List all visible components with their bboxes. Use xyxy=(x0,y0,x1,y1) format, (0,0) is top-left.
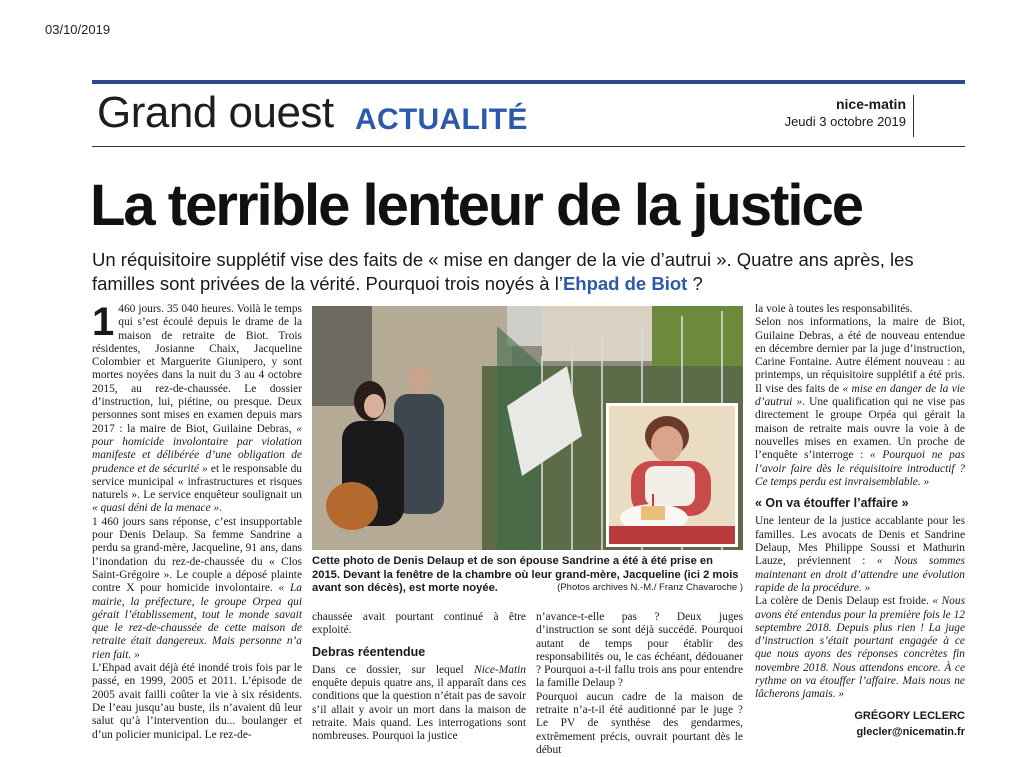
text: . Une qualification qui ne vise pas directement le groupe Orpéa qui gérait la maison de retraite mais ouvre la voie à de nouvelles mises en examen. Un proche de l’enquête s’interroge : xyxy=(755,396,965,462)
quote: « Nous avons été entendus pour la première fois le 12 septembre 2018. Depuis plus rien ! La juge d’instruction s’était pourtant engagée à ce que nous ayons des réponses concrètes fin novembre 2018. Nous attendons encore. À ce rythme on va étouffer l’affaire. Mais nous ne lâcherons jamais. » xyxy=(755,595,966,701)
headline: La terrible lenteur de la justice xyxy=(90,173,863,238)
text: 460 jours. 35 040 heures. Voilà le temps qui s’est écoulé depuis le drame de la maison de retraite de Biot. Trois résidentes, Josianne Chaix, Jacqueline Colombier et Marguerite Giunipero, y sont mortes noyées dans la nuit du 3 au 4 octobre 2015, au rez-de-chaussée. Le dossier d’instruction, lui, piétine, ou presque. Deux personnes sont mises en examen depuis mars 2017 : la maire de Biot, Guilaine Debras, xyxy=(92,303,302,435)
section-title: Grand ouest xyxy=(97,88,334,137)
publication-date: Jeudi 3 octobre 2019 xyxy=(784,114,906,129)
paragraph xyxy=(312,664,526,744)
lead-highlight: Ehpad de Biot xyxy=(562,273,688,294)
paragraph: n’avance-t-elle pas ? Deux juges d’instruction se sont déjà succédé. Pourquoi autant de temps pour établir des responsabilités ou, le cas échéant, dédouaner ? Pourquoi a-t-il fallu trois ans pour entendre la famille Delaup ? xyxy=(536,611,743,690)
paragraph xyxy=(92,300,302,516)
publication-info xyxy=(758,96,906,129)
paragraph xyxy=(755,316,965,489)
quote: « quasi déni de la menace » xyxy=(92,502,220,515)
text: enquête depuis quatre ans, il apparaît dans ces conditions que la question n’était pas de savoir s’il allait y avoir un mort dans la maison de retraite. Mais quand. Les interrogations sont nombreuses. Pourquoi la justice xyxy=(312,677,526,743)
paragraph xyxy=(755,515,965,595)
author-email: glecler@nicematin.fr xyxy=(856,725,965,738)
text: Selon nos informations, la maire de Biot, Guilaine Debras, a été de nouveau entendue en décembre dernier par la juge d’instruction, Carine Fontaine. Autre élément nouveau : au printemps, un réquisitoire supplétif a été pris. Il vise des faits de xyxy=(755,316,965,395)
text: Dans ce dossier, sur lequel xyxy=(312,663,475,676)
paragraph: la voie à toutes les responsabilités. xyxy=(755,303,913,315)
section-subtitle: ACTUALITÉ xyxy=(355,103,528,136)
subheading: « On va étouffer l’affaire » xyxy=(755,496,909,511)
lead-text: Un réquisitoire supplétif vise des faits de « mise en danger de la vie d’autrui ». Quatre ans après, les familles sont privées de la vérité. Pourquoi trois noyés à l’ xyxy=(92,249,914,294)
photo-credit: (Photos archives N.-M./ Franz Chavaroche ) xyxy=(557,582,743,593)
publication-mention: Nice-Matin xyxy=(474,663,526,676)
text: La colère de Denis Delaup est froide. xyxy=(755,595,933,608)
article-column-2 xyxy=(312,611,526,744)
article-column-1 xyxy=(92,300,302,742)
paragraph: chaussée avait pourtant continué à être exploité. xyxy=(312,611,526,637)
paragraph xyxy=(755,595,965,701)
text: . xyxy=(219,502,223,515)
paragraph: Pourquoi aucun cadre de la maison de retraite n’a-t-il été auditionné par le juge ? Le PV de synthèse des gendarmes, extrêmement précis, ouvrait pourtant dès le début xyxy=(536,690,743,756)
quote: « Nous sommes maintenant en droit d’attendre une évolution rapide de la procédure. » xyxy=(755,555,965,594)
lead-end: ? xyxy=(687,273,703,294)
publication-name: nice-matin xyxy=(835,96,906,112)
quote: « mise en danger de la vie d’autrui » xyxy=(755,382,965,409)
header-divider xyxy=(913,95,914,137)
subheading: Debras réentendue xyxy=(312,644,426,659)
drop-cap: 1 xyxy=(92,300,115,344)
photo-caption: Cette photo de Denis Delaup et de son épouse Sandrine a été à été prise en 2015. Devant la fenêtre de la chambre où leur grand-mère, Jacqueline (ici 2 mois avant son décès), est morte noyée. xyxy=(312,555,739,594)
article-lead xyxy=(92,248,972,296)
header-bottom-rule xyxy=(92,146,965,147)
article-column-4 xyxy=(755,303,965,739)
paragraph xyxy=(92,516,302,662)
text: et le responsable du service municipal « infrastructures et risques naturels ». Le service enquêteur soulignait un xyxy=(92,462,302,502)
author-signature: GRÉGORY LECLERC xyxy=(854,709,965,722)
header-top-bar xyxy=(92,80,965,84)
quote: « La mairie, la préfecture, le groupe Orpea qui gérait l’établissement, tout le monde savait que le rez-de-chaussée de cette maison de retraite était dangereux. Mais personne n’a rien fait. » xyxy=(92,582,302,661)
quote: « Pourquoi ne pas l’avoir faire dès le réquisitoire introductif ? Ce temps perdu est invraisemblable. » xyxy=(755,449,965,488)
text: Une lenteur de la justice accablante pour les familles. Les avocats de Denis et Sandrine Delaup, Mes Philippe Soussi et Mathurin Lauze, préviennent : xyxy=(755,515,965,568)
paragraph: L’Ehpad avait déjà été inondé trois fois par le passé, en 1999, 2005 et 2011. L’épisode de 2005 avait failli coûter la vie à six résidents. De l’eau jusqu’au buste, ils n’avaient dû leur salut qu’à l’intervention du... boulanger et d’un policier municipal. Le rez-de- xyxy=(92,662,302,741)
inset-photo xyxy=(606,403,738,547)
photo-grandmother-cake xyxy=(609,406,735,544)
article-column-3 xyxy=(536,611,743,757)
quote: « pour homicide involontaire par violation manifeste et délibérée d’une obligation de prudence et de sécurité » xyxy=(92,422,302,475)
print-date: 03/10/2019 xyxy=(45,22,111,37)
text: 1 460 jours sans réponse, c’est insupportable pour Denis Delaup. Sa femme Sandrine a perdu sa grand-mère, Jacqueline, 91 ans, dans l’inondation du rez-de-chaussée du « Clos Saint-Grégoire ». Le couple a déposé plainte contre X pour homicide involontaire. xyxy=(92,515,302,595)
